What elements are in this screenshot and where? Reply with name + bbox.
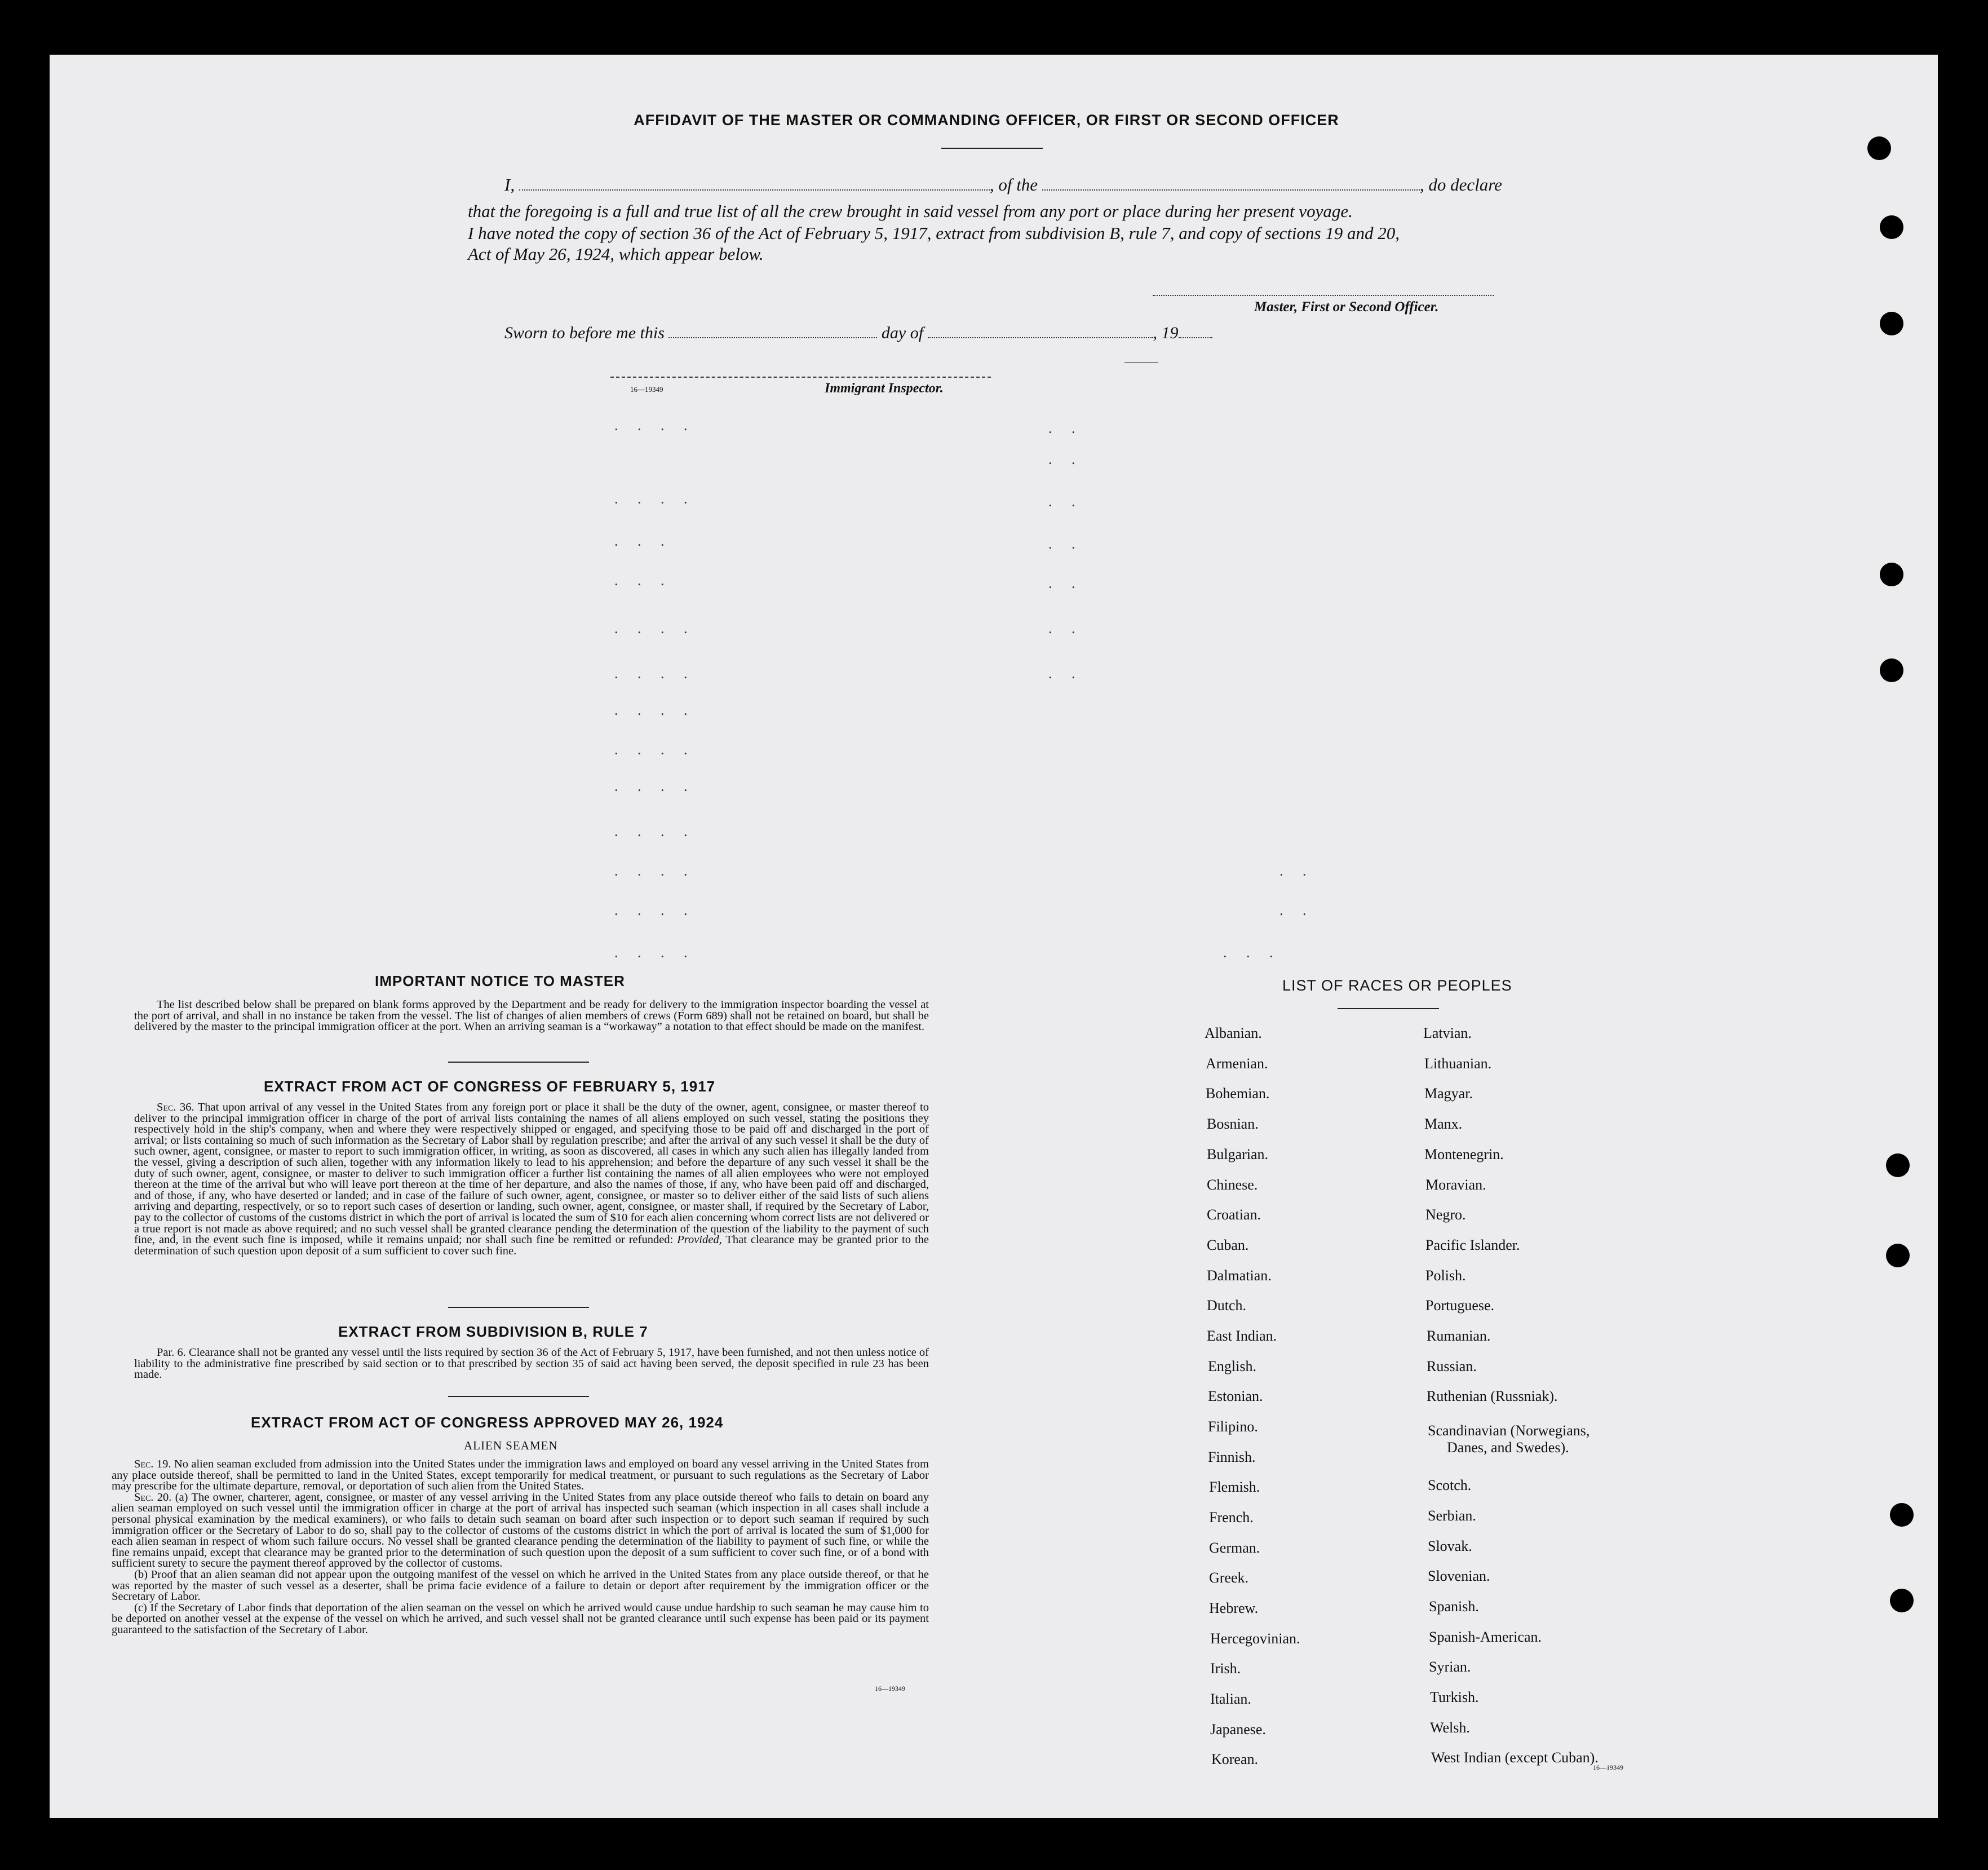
race-item: Filipino. — [1208, 1418, 1258, 1435]
race-item: Estonian. — [1208, 1388, 1263, 1404]
of-the-label: , of the — [989, 175, 1038, 194]
extract-form-number: 16—19349 — [875, 1685, 905, 1692]
inspector-form-number: 16—19349 — [630, 385, 663, 394]
notice-paragraph: The list described below shall be prepared on blank forms approved by the Department and be ready for delivery to the immigration inspector boarding the vessel at the port of arrival, and shall in no instance be taken from the vessel. The list of changes of alien members of crews (Form 689) shall not be retained on board, but shall be delivered by the master to the principal immigration officer at the port. When an arriving seaman is a “workaway” a notation to that effect should be made on the manifest. — [134, 998, 929, 1033]
punch-hole — [1880, 563, 1903, 586]
sworn-day-field[interactable] — [668, 337, 877, 338]
race-item: Bulgarian. — [1207, 1146, 1269, 1162]
extract-rule7-divider — [448, 1396, 589, 1397]
race-item: Irish. — [1210, 1660, 1241, 1677]
race-item: Magyar. — [1424, 1085, 1473, 1102]
punch-hole — [1867, 136, 1891, 160]
punch-hole — [1880, 215, 1903, 239]
race-item: Russian. — [1427, 1358, 1477, 1374]
punch-hole — [1886, 1244, 1910, 1267]
race-item: Flemish. — [1209, 1479, 1260, 1495]
races-title: LIST OF RACES OR PEOPLES — [1282, 977, 1512, 994]
sec-36-text-end: That clearance may be granted prior to the determination of such question upon deposit of a sum sufficient to cover such fine. — [134, 1234, 929, 1257]
race-item: Dalmatian. — [1207, 1267, 1272, 1284]
punch-hole — [1890, 1503, 1914, 1527]
sec-36-label: Sec. 36. — [157, 1101, 194, 1113]
race-item: Lithuanian. — [1424, 1055, 1492, 1072]
race-item: Rumanian. — [1427, 1328, 1491, 1344]
race-item: Greek. — [1209, 1570, 1249, 1586]
race-item: Dutch. — [1207, 1297, 1247, 1314]
declaration-line-1 — [504, 175, 1502, 195]
race-item: East Indian. — [1207, 1328, 1277, 1344]
race-item: Scandinavian (Norwegians, — [1428, 1422, 1590, 1439]
race-item: Hebrew. — [1209, 1600, 1259, 1616]
sec-20c-text: (c) If the Secretary of Labor finds that deportation of the alien seaman on the vessel on which he arrived would cause undue hardship to such seaman he may cause him to be deported on another vessel at the expense of the vessel on which he arrived, and such vessel shall not be granted clearance until such expense has been paid or its payment guaranteed to the satisfaction of the Secretary of Labor. — [112, 1601, 929, 1636]
race-item: Albanian. — [1205, 1025, 1262, 1041]
race-item: Slovak. — [1428, 1538, 1472, 1554]
race-item: Moravian. — [1425, 1177, 1486, 1193]
extract-rule7-text — [134, 1347, 929, 1381]
race-item: Negro. — [1425, 1206, 1466, 1223]
day-of-label: day of — [881, 324, 924, 342]
extract-1917-divider — [448, 1307, 589, 1308]
notice-title: IMPORTANT NOTICE TO MASTER — [375, 972, 625, 989]
race-item: Chinese. — [1207, 1177, 1258, 1193]
inspector-signature-field[interactable] — [610, 377, 991, 378]
declarant-name-field[interactable] — [519, 189, 990, 191]
race-item: Latvian. — [1423, 1025, 1472, 1041]
inspector-label: Immigrant Inspector. — [825, 381, 944, 396]
race-item: Turkish. — [1430, 1689, 1479, 1705]
race-item: Portuguese. — [1425, 1297, 1495, 1314]
extract-1917-title: EXTRACT FROM ACT OF CONGRESS OF FEBRUARY 5, 1917 — [264, 1078, 716, 1095]
declarant-label: I, — [504, 175, 515, 194]
race-item: Scotch. — [1428, 1477, 1472, 1493]
notice-divider — [448, 1062, 589, 1063]
provided-label: Provided, — [677, 1234, 722, 1246]
par-6-text: Par. 6. Clearance shall not be granted any vessel until the lists required by section 36 of the Act of February 5, 1917, have been furnished, and not then unless notice of liability to the administrative fine prescribed by said section or to that prescribed by section 35 of said act having been served, the deposit specified in rule 23 has been made. — [134, 1346, 929, 1381]
sec-36-text: That upon arrival of any vessel in the United States from any foreign port or place it shall be the duty of the owner, agent, consignee, or master thereof to deliver to the principal immigration officer in charge of the port of arrival lists containing the names of all aliens employed on such vessel, stating the positions they respectively hold in the ship's company, when and where they were respectively shipped or engaged, and specifying those to be paid off and discharged in the port of arrival; or lists containing so much of such information as the Secretary of Labor shall by regulation prescribe; and after the arrival of any such vessel it shall be the duty of such owner, agent, consignee, or master to report to such immigration officer, in writing, as soon as discovered, all cases in which any such alien has illegally landed from the vessel, giving a description of such alien, together with any information likely to lead to his apprehension; and before the departure of any such vessel it shall be the duty of such owner, agent, consignee, or master to deliver to such immigration officer a further list containing the names of all alien employees who were not employed thereon at the time of the arrival but who will leave port thereon at the time of her departure, and also the names of those, if any, who have been paid off and discharged, and of those, if any, who have deserted or landed; and in case of the failure of such owner, agent, consignee, or master so to deliver either of the said lists of such aliens arriving and departing, respectively, or so to report such cases of desertion or landing, such owner, agent, consignee, or master shall, if required by the Secretary of Labor, pay to the collector of customs of the customs district in which the port of arrival is located the sum of $10 for each alien concerning whom correct lists are not delivered or a true report is not made as above required; and no such vessel shall be granted clearance pending the determination of the question of the liability to the payment of such fine, and, in the event such fine is imposed, while it remains unpaid; nor shall such fine be remitted or refunded: — [134, 1101, 929, 1246]
sec-19-label: Sec. 19. — [134, 1458, 171, 1470]
race-item: Polish. — [1425, 1267, 1466, 1284]
race-item: Korean. — [1211, 1751, 1259, 1767]
sworn-label: Sworn to before me this — [504, 324, 665, 342]
race-item: Montenegrin. — [1424, 1146, 1504, 1162]
sec-20b-text: (b) Proof that an alien seaman did not appear upon the outgoing manifest of the vessel on which he arrived in the United States from any place outside thereof, or that he was reported by the master of such vessel as a deserter, shall be prima facie evidence of a failure to detain or deport after requirement by the immigration officer or the Secretary of Labor. — [112, 1568, 929, 1603]
punch-hole — [1880, 312, 1903, 335]
declaration-line-3: I have noted the copy of section 36 of the Act of February 5, 1917, extract from subdivision B, rule 7, and copy of sections 19 and 20, — [468, 223, 1400, 243]
sec-20a-text: (a) The owner, charterer, agent, consignee, or master of any vessel arriving in the United States from any place outside thereof who fails to detain on board any alien seaman employed on such vessel until the immigration officer in charge at the port of arrival has inspected such seaman (which inspection in all cases shall include a personal physical examination by the medical examiners), or who fails to detain such seaman on board after such inspection or to deport such seaman if required by such immigration officer or the Secretary of Labor to do so, shall pay to the collector of customs of the customs district in which the port of arrival is located the sum of $1,000 for each alien seaman in respect of whom such failure occurs. No vessel shall be granted clearance pending the determination of the liability to payment of such fine, or while the fine remains unpaid, except that clearance may be granted prior to the determination of such question upon the deposit of a sum sufficient to cover such fine, or of a bond with sufficient surety to secure the payment thereof approved by the collector of customs. — [112, 1491, 929, 1570]
race-item: Armenian. — [1206, 1055, 1268, 1072]
race-item: Manx. — [1424, 1116, 1463, 1132]
short-divider — [1124, 362, 1158, 363]
master-signature-field[interactable] — [1153, 295, 1494, 296]
race-item: Ruthenian (Russniak). — [1427, 1388, 1558, 1404]
sworn-month-field[interactable] — [928, 337, 1153, 338]
race-item: Welsh. — [1430, 1719, 1470, 1736]
races-form-number: 16—19349 — [1593, 1763, 1623, 1771]
sec-20-label: Sec. 20. — [134, 1491, 172, 1504]
race-item: Bohemian. — [1206, 1085, 1270, 1102]
race-item: Pacific Islander. — [1425, 1237, 1520, 1253]
race-item: Slovenian. — [1428, 1568, 1490, 1584]
race-item: Bosnian. — [1207, 1116, 1259, 1132]
race-item: English. — [1208, 1358, 1256, 1374]
race-item: Syrian. — [1429, 1659, 1471, 1675]
punch-hole — [1880, 658, 1903, 682]
punch-hole — [1886, 1153, 1910, 1177]
sec-19-text: No alien seaman excluded from admission into the United States under the immigration laws and employed on board any vessel arriving in the United States from any place outside thereof, shall be permitted to land in the United States, except temporarily for medical treatment, or pursuant to such regulations as the Secretary of Labor may prescribe for the ultimate departure, removal, or deportation of such alien from the United States. — [112, 1458, 929, 1493]
race-item: Croatian. — [1207, 1206, 1261, 1223]
affidavit-title: AFFIDAVIT OF THE MASTER OR COMMANDING OFFICER, OR FIRST OR SECOND OFFICER — [634, 112, 1339, 129]
sworn-line — [504, 324, 1212, 343]
punch-hole — [1890, 1589, 1914, 1612]
race-item: West Indian (except Cuban). — [1431, 1749, 1599, 1766]
master-signature-label: Master, First or Second Officer. — [1254, 299, 1439, 315]
extract-rule7-title: EXTRACT FROM SUBDIVISION B, RULE 7 — [338, 1323, 648, 1340]
extract-1924-text — [112, 1459, 929, 1636]
races-divider — [1338, 1008, 1439, 1009]
race-item: Finnish. — [1208, 1449, 1256, 1465]
race-item: Cuban. — [1207, 1237, 1249, 1253]
alien-seamen-subtitle: ALIEN SEAMEN — [464, 1439, 558, 1452]
race-item: French. — [1209, 1509, 1254, 1526]
year-label: , 19 — [1153, 324, 1179, 342]
race-item: Italian. — [1210, 1691, 1251, 1707]
extract-1924-title: EXTRACT FROM ACT OF CONGRESS APPROVED MAY 26, 1924 — [251, 1414, 724, 1431]
vessel-name-field[interactable] — [1042, 189, 1420, 191]
declare-label: , do declare — [1419, 175, 1502, 194]
race-item: Japanese. — [1210, 1721, 1266, 1738]
declaration-line-2: that the foregoing is a full and true list of all the crew brought in said vessel from any port or place during her present voyage. — [468, 201, 1353, 221]
race-item: Spanish. — [1429, 1598, 1479, 1615]
declaration-line-4: Act of May 26, 1924, which appear below. — [468, 244, 764, 264]
extract-1917-text — [134, 1102, 929, 1257]
race-item: German. — [1209, 1540, 1260, 1556]
title-divider — [941, 148, 1043, 149]
sworn-year-field[interactable] — [1179, 337, 1212, 338]
race-item: Danes, and Swedes). — [1447, 1439, 1569, 1456]
race-item: Hercegovinian. — [1210, 1630, 1300, 1647]
notice-text — [134, 1000, 929, 1033]
race-item: Spanish-American. — [1429, 1629, 1542, 1645]
race-item: Serbian. — [1428, 1508, 1476, 1524]
